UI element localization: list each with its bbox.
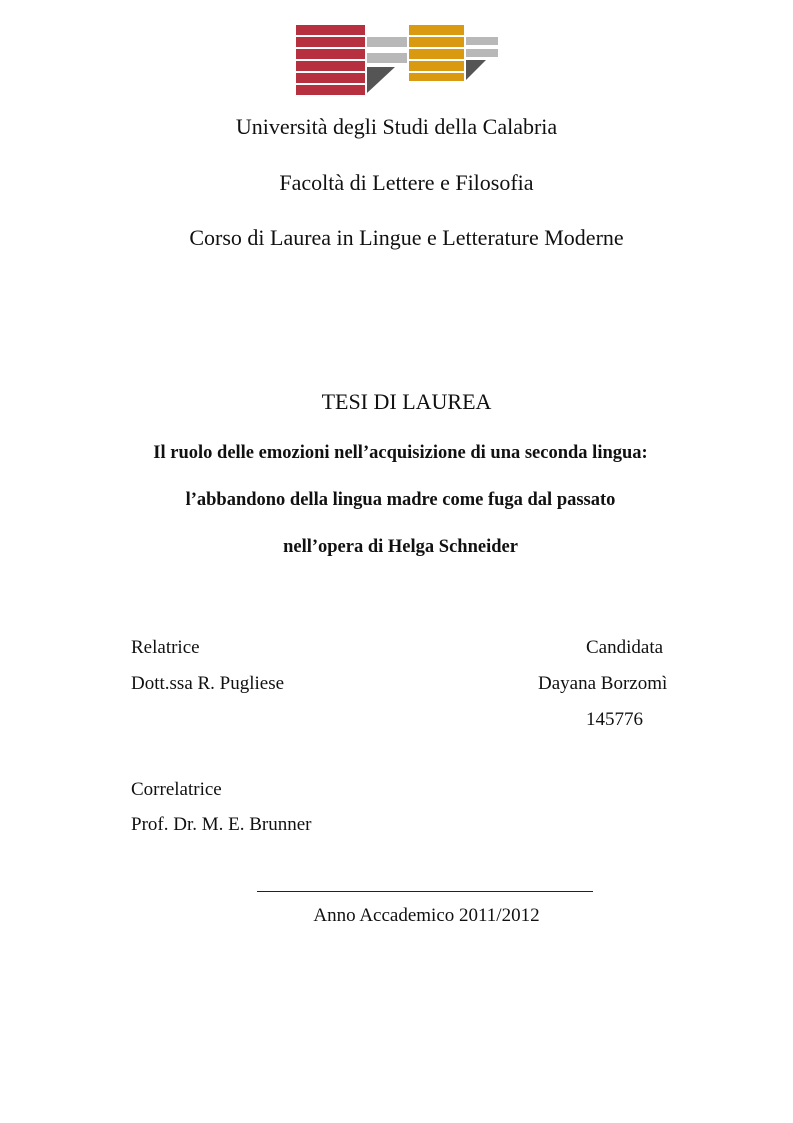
course-name: Corso di Laurea in Lingue e Letterature Moderne <box>189 225 624 250</box>
logo-gold-block <box>409 25 464 81</box>
thesis-title-line-3: nell’opera di Helga Schneider <box>283 537 518 557</box>
candidate-label: Candidata <box>586 637 664 658</box>
university-name: Università degli Studi della Calabria <box>235 114 558 139</box>
logo-gray-block-right <box>466 37 498 57</box>
relatrice-label: Relatrice <box>131 637 200 658</box>
university-logo <box>296 25 498 95</box>
faculty-name: Facoltà di Lettere e Filosofia <box>279 170 534 195</box>
logo-gray-block-left <box>367 37 407 63</box>
divider-line <box>257 891 593 892</box>
thesis-title-line-1: Il ruolo delle emozioni nell’acquisizione di una seconda lingua: <box>153 443 648 463</box>
relatrice-name: Dott.ssa R. Pugliese <box>131 673 285 694</box>
academic-year: Anno Accademico 2011/2012 <box>313 905 540 926</box>
thesis-type: TESI DI LAUREA <box>321 389 492 414</box>
correlatrice-name: Prof. Dr. M. E. Brunner <box>131 814 312 835</box>
candidate-name: Dayana Borzomì <box>538 673 668 694</box>
logo-triangle-right <box>466 60 486 80</box>
correlatrice-label: Correlatrice <box>131 779 222 800</box>
candidate-id: 145776 <box>586 709 643 730</box>
logo-triangle-left <box>367 67 395 93</box>
logo-red-block <box>296 25 365 95</box>
thesis-title-line-2: l’abbandono della lingua madre come fuga dal passato <box>185 490 616 510</box>
